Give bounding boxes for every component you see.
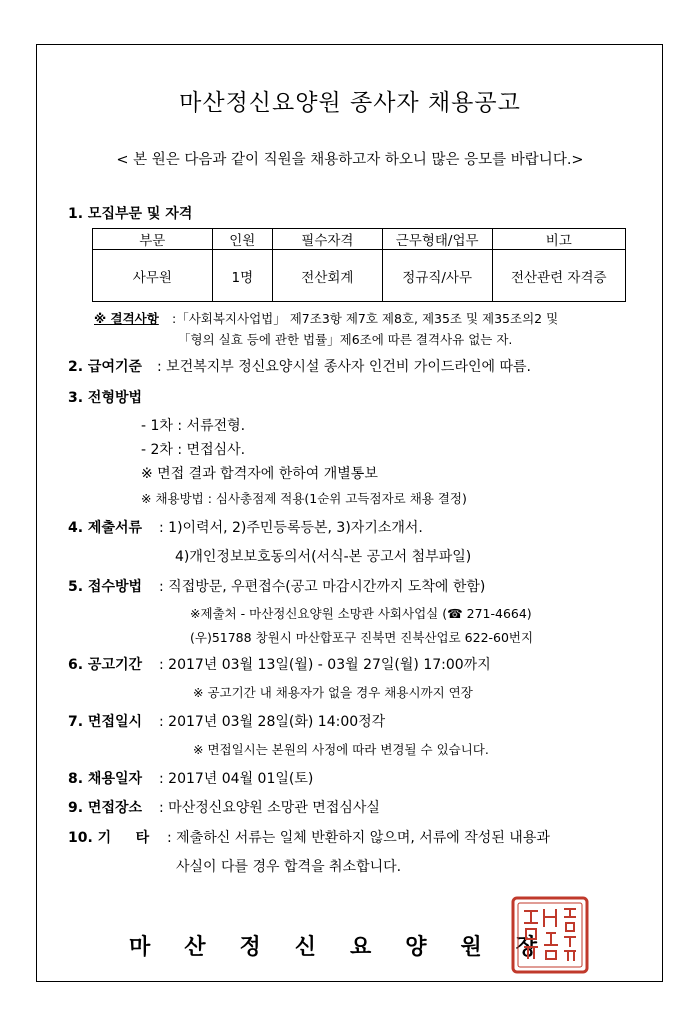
- section-2-text: : 보건복지부 정신요양시설 종사자 인건비 가이드라인에 따름.: [157, 359, 531, 375]
- section-7-line-2: ※ 면접일시는 본원의 사정에 따라 변경될 수 있습니다.: [193, 742, 489, 757]
- section-3-line-2: - 2차 : 면접심사.: [141, 442, 246, 458]
- section-5-line-3: (우)51788 창원시 마산합포구 진북면 진북산업로 622-60번지: [190, 630, 534, 645]
- table-header-cell: 필수자격: [273, 229, 383, 250]
- table-header-cell: 부문: [93, 229, 213, 250]
- table-header-row: [93, 229, 626, 250]
- section-3-line-3: ※ 면접 결과 합격자에 한하여 개별통보: [141, 466, 378, 482]
- table-cell: 전산회계: [273, 250, 383, 302]
- table-row: [93, 250, 626, 302]
- disqualification-line-2: 「형의 실효 등에 관한 법률」제6조에 따른 결격사유 없는 자.: [178, 332, 513, 347]
- section-6-line-2: ※ 공고기간 내 채용자가 없을 경우 채용시까지 연장: [193, 685, 473, 700]
- section-7-heading: 7. 면접일시: [68, 714, 143, 730]
- section-10-line-2: 사실이 다를 경우 합격을 취소합니다.: [176, 859, 402, 875]
- section-4-heading: 4. 제출서류: [68, 520, 143, 536]
- section-5-heading: 5. 접수방법: [68, 579, 143, 595]
- section-1-heading: 1. 모집부문 및 자격: [68, 206, 193, 222]
- section-9-heading: 9. 면접장소: [68, 800, 143, 816]
- section-4-line-1: : 1)이력서, 2)주민등록등본, 3)자기소개서.: [159, 520, 423, 536]
- section-3-heading: 3. 전형방법: [68, 390, 143, 406]
- intro-text: < 본 원은 다음과 같이 직원을 채용하고자 하오니 많은 응모를 바랍니다.>: [116, 152, 584, 168]
- section-8-heading: 8. 채용일자: [68, 771, 143, 787]
- table-cell: 정규직/사무: [382, 250, 492, 302]
- official-seal-icon: [510, 895, 590, 975]
- disqualification-label: ※ 결격사항: [94, 311, 159, 326]
- section-2-heading: 2. 급여기준: [68, 359, 143, 375]
- section-8-line-1: : 2017년 04월 01일(토): [159, 771, 314, 787]
- requirements-table: [92, 228, 626, 302]
- page-title: 마산정신요양원 종사자 채용공고: [179, 90, 521, 116]
- table-cell: 사무원: [93, 250, 213, 302]
- table-cell: 전산관련 자격증: [492, 250, 625, 302]
- section-10-heading: 10. 기 타: [68, 830, 150, 846]
- section-5-line-2: ※제출처 - 마산정신요양원 소망관 사회사업실 (☎ 271-4664): [190, 606, 532, 621]
- table-header-cell: 비고: [492, 229, 625, 250]
- section-4-line-2: 4)개인정보보호동의서(서식-본 공고서 첨부파일): [175, 549, 472, 565]
- issuer-signature: 마산정신요양원장: [128, 935, 572, 960]
- section-3-line-4: ※ 채용방법 : 심사총점제 적용(1순위 고득점자로 채용 결정): [141, 491, 467, 506]
- section-5-line-1: : 직접방문, 우편접수(공고 마감시간까지 도착에 한함): [159, 579, 486, 595]
- table-header-cell: 근무형태/업무: [382, 229, 492, 250]
- table-cell: 1명: [212, 250, 272, 302]
- disqualification-line-1: :「사회복지사업법」 제7조3항 제7호 제8호, 제35조 및 제35조의2 및: [172, 311, 559, 326]
- section-7-line-1: : 2017년 03월 28일(화) 14:00정각: [159, 714, 386, 730]
- section-3-line-1: - 1차 : 서류전형.: [141, 418, 246, 434]
- section-6-line-1: : 2017년 03월 13일(월) - 03월 27일(월) 17:00까지: [159, 657, 491, 673]
- section-10-line-1: : 제출하신 서류는 일체 반환하지 않으며, 서류에 작성된 내용과: [167, 830, 550, 846]
- table-header-cell: 인원: [212, 229, 272, 250]
- section-6-heading: 6. 공고기간: [68, 657, 143, 673]
- section-9-line-1: : 마산정신요양원 소망관 면접심사실: [159, 800, 380, 816]
